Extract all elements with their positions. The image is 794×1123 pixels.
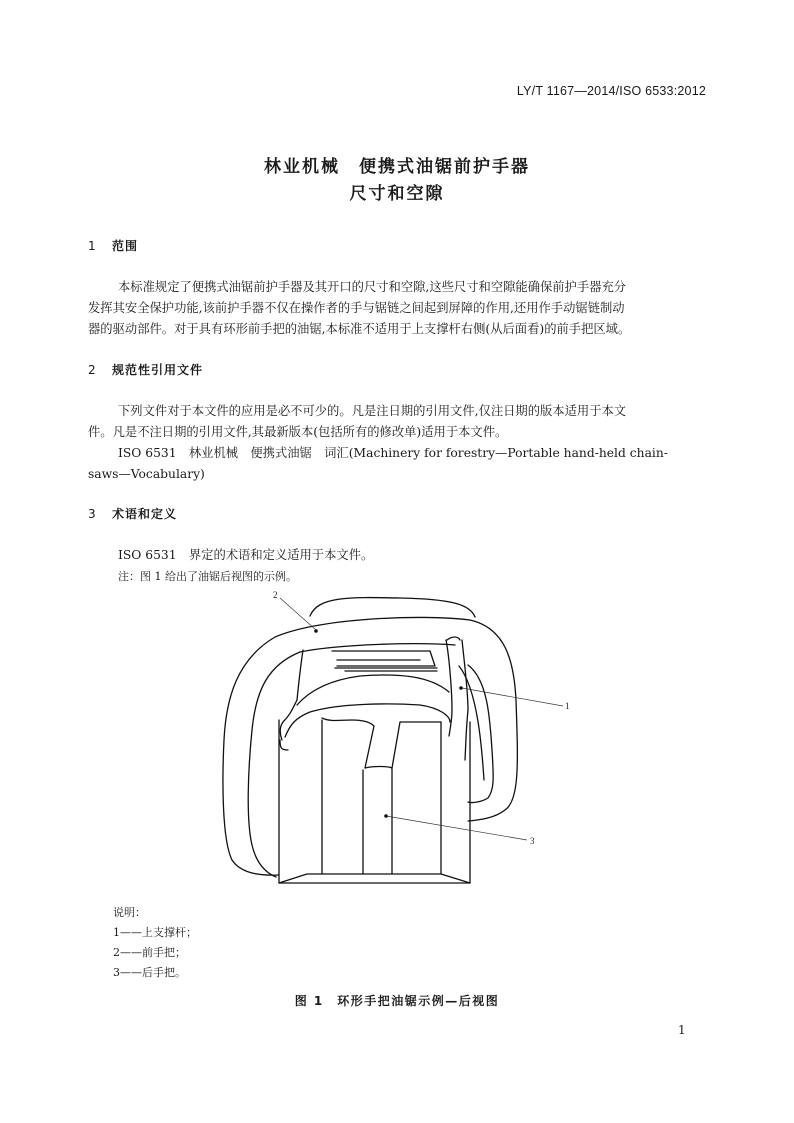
- document-title-line2: 尺寸和空隙: [349, 184, 445, 204]
- legend-title: 说明：: [113, 906, 146, 919]
- standard-code: LY/T 1167—2014/ISO 6533:2012: [516, 84, 706, 98]
- document-title-line1: 林业机械 便携式油锯前护手器: [264, 157, 530, 177]
- figure-caption: 图 1 环形手把油锯示例—后视图: [294, 994, 500, 1008]
- text-line: ISO 6531 界定的术语和定义适用于本文件。: [118, 548, 374, 562]
- section-title: 范围: [112, 239, 139, 253]
- reference-iso-6531: ISO 6531 林业机械 便携式油锯 词汇(Machinery for forestry—Portable hand-held chain-: [118, 446, 668, 460]
- figure-note: 注：图 1 给出了油锯后视图的示例。: [118, 570, 297, 583]
- text-line: saws—Vocabulary): [88, 467, 205, 481]
- section-3-paragraph: [88, 545, 706, 567]
- section-2-heading: [88, 361, 203, 378]
- legend-item-3: 3——后手把。: [113, 966, 186, 979]
- section-number: 3: [88, 507, 97, 521]
- section-3-heading: [88, 505, 177, 522]
- page-number: 1: [678, 1023, 686, 1037]
- text-line: 器的驱动部件。对于具有环形前手把的油锯,本标准不适用于上支撑杆右侧(从后面看)的前手把区域。: [88, 322, 631, 336]
- callout-3: 3: [530, 836, 535, 846]
- section-1-heading: [88, 237, 138, 254]
- figure-legend: [113, 903, 197, 983]
- text-line: 本标准规定了便携式油锯前护手器及其开口的尺寸和空隙,这些尺寸和空隙能确保前护手器充分: [118, 280, 627, 294]
- legend-item-2: 2——前手把；: [113, 946, 186, 959]
- section-number: 1: [88, 239, 97, 253]
- section-1-paragraph: [88, 277, 706, 343]
- section-title: 规范性引用文件: [112, 363, 204, 377]
- section-2-paragraph: [88, 401, 706, 491]
- section-title: 术语和定义: [112, 507, 178, 521]
- callout-2: 2: [273, 590, 278, 600]
- callout-1: 1: [565, 701, 570, 711]
- text-line: 发挥其安全保护功能,该前护手器不仅在操作者的手与锯链之间起到屏障的作用,还用作手动锯链制动: [88, 301, 625, 315]
- legend-item-1: 1——上支撑杆；: [113, 926, 197, 939]
- text-line: 件。凡是不注日期的引用文件,其最新版本(包括所有的修改单)适用于本文件。: [88, 425, 508, 439]
- section-number: 2: [88, 363, 97, 377]
- text-line: 下列文件对于本文件的应用是必不可少的。凡是注日期的引用文件,仅注日期的版本适用于本文: [118, 404, 627, 418]
